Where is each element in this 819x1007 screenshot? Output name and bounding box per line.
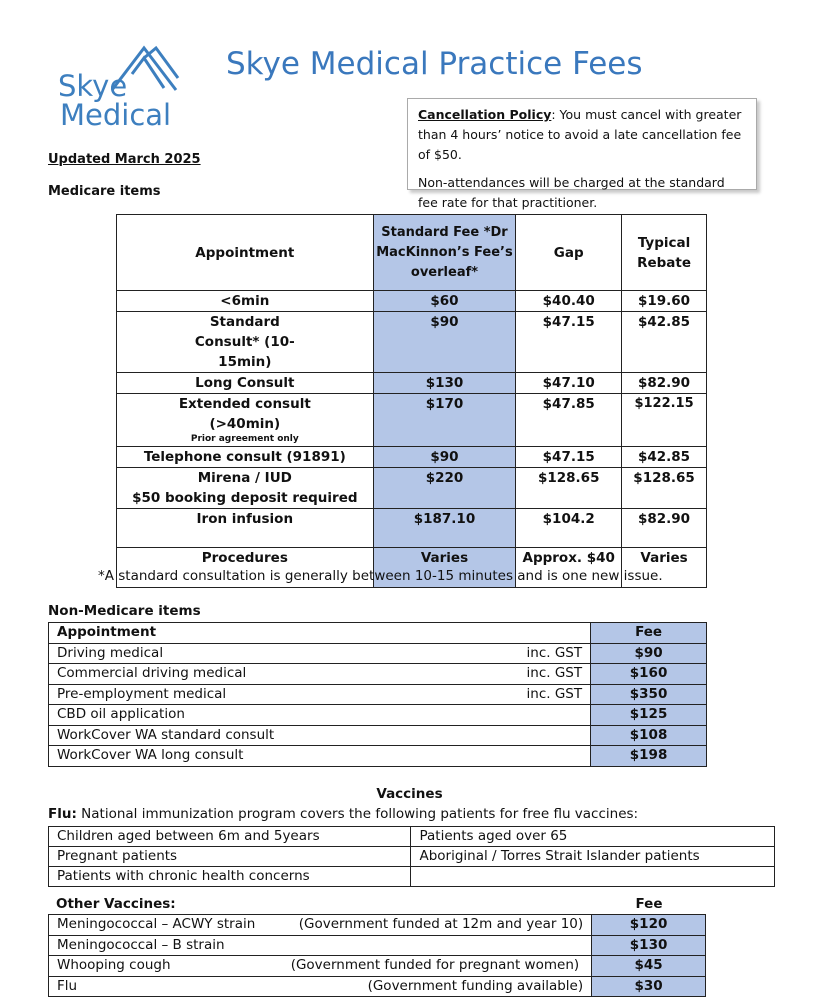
- row-note: Prior agreement only: [190, 434, 299, 444]
- col-appointment: Appointment: [49, 623, 591, 644]
- table-row: [49, 956, 706, 977]
- vaccine-name: Meningococcal – ACWY strain: [49, 915, 269, 936]
- group-cell: Pregnant patients: [49, 847, 411, 867]
- table-row: [49, 976, 706, 997]
- header-rebate: Typical Rebate: [622, 215, 707, 291]
- table-row: [49, 746, 707, 767]
- row-gap: $40.40: [516, 291, 622, 312]
- table-row: [49, 935, 706, 956]
- header-gap: Gap: [516, 215, 622, 291]
- row-fee: $125: [591, 705, 707, 726]
- row-rebate: $42.85: [622, 447, 707, 468]
- row-gst: inc. GST: [458, 643, 591, 664]
- group-cell: Aboriginal / Torres Strait Islander patients: [411, 847, 775, 867]
- medicare-footnote: *A standard consultation is generally between 10-15 minutes and is one new issue.: [98, 568, 663, 584]
- row-gap: $47.15: [516, 447, 622, 468]
- row-name-cell: [117, 468, 374, 509]
- table-header-row: [49, 623, 707, 644]
- policy-text: : You must cancel with greater than 4 hours’ notice to avoid a late cancellation fee of $50.: [418, 107, 742, 162]
- table-row: [117, 447, 707, 468]
- other-vaccines-label: Other Vaccines:: [56, 896, 176, 912]
- row-gst: inc. GST: [458, 684, 591, 705]
- non-medicare-table: [48, 622, 707, 767]
- row-name: Iron infusion: [117, 509, 374, 548]
- table-row: [117, 468, 707, 509]
- row-fee: $350: [591, 684, 707, 705]
- row-gap: $104.2: [516, 509, 622, 548]
- row-fee: $160: [591, 664, 707, 685]
- row-rebate: $82.90: [622, 373, 707, 394]
- row-name-cell: [117, 394, 374, 447]
- table-row: [49, 705, 707, 726]
- table-row: [117, 312, 707, 373]
- row-fee: $187.10: [373, 509, 516, 548]
- row-fee: $60: [373, 291, 516, 312]
- row-fee: Varies: [373, 548, 516, 588]
- vaccines-heading: Vaccines: [376, 786, 443, 802]
- vaccine-note: [268, 935, 591, 956]
- row-name: CBD oil application: [49, 705, 591, 726]
- logo-text-medical: Medical: [60, 98, 172, 132]
- row-rebate: $122.15: [622, 394, 707, 447]
- medicare-fee-table: [116, 214, 707, 588]
- group-cell: Children aged between 6m and 5years: [49, 827, 411, 847]
- flu-intro: [48, 806, 638, 822]
- vaccine-fee: $120: [592, 915, 706, 936]
- table-row: [49, 725, 707, 746]
- policy-label: Cancellation Policy: [418, 107, 552, 122]
- row-subtext: $50 booking deposit required: [132, 490, 358, 506]
- row-fee: $130: [373, 373, 516, 394]
- row-fee: $170: [373, 394, 516, 447]
- table-row: [117, 394, 707, 447]
- vaccine-fee: $30: [592, 976, 706, 997]
- row-rebate: Varies: [622, 548, 707, 588]
- medicare-heading: Medicare items: [48, 184, 161, 199]
- flu-text: National immunization program covers the following patients for free flu vaccines:: [76, 806, 639, 822]
- table-row: [117, 509, 707, 548]
- header-standard-fee: [373, 215, 516, 291]
- table-row: [49, 827, 775, 847]
- vaccine-fee: $130: [592, 935, 706, 956]
- policy-paragraph: [418, 105, 746, 165]
- vaccine-note: (Government funded at 12m and year 10): [268, 915, 591, 936]
- table-row: [49, 847, 775, 867]
- logo-text-skye: Skye: [58, 69, 128, 103]
- vaccine-name: Whooping cough: [49, 956, 269, 977]
- non-medicare-heading: Non-Medicare items: [48, 603, 201, 619]
- row-gst: inc. GST: [458, 664, 591, 685]
- row-gap: $47.10: [516, 373, 622, 394]
- row-gap: $128.65: [516, 468, 622, 509]
- row-rebate: $128.65: [622, 468, 707, 509]
- row-rebate: $82.90: [622, 509, 707, 548]
- col-fee: Fee: [591, 623, 707, 644]
- row-name: Pre-employment medical: [49, 684, 458, 705]
- table-row: [49, 867, 775, 887]
- table-row: [49, 643, 707, 664]
- flu-label: Flu:: [48, 806, 77, 822]
- row-name: WorkCover WA standard consult: [49, 725, 591, 746]
- table-row: [49, 915, 706, 936]
- row-gap: Approx. $40: [516, 548, 622, 588]
- row-name: Commercial driving medical: [49, 664, 458, 685]
- table-row: [117, 373, 707, 394]
- updated-date: Updated March 2025: [48, 152, 201, 167]
- table-row: [49, 684, 707, 705]
- row-name: WorkCover WA long consult: [49, 746, 591, 767]
- row-gap: $47.85: [516, 394, 622, 447]
- other-vaccines-fee-label: Fee: [635, 896, 663, 912]
- row-name: Telephone consult (91891): [117, 447, 374, 468]
- row-name: Procedures: [117, 548, 374, 588]
- free-flu-groups-table: [48, 826, 775, 887]
- group-cell: Patients aged over 65: [411, 827, 775, 847]
- row-fee: $198: [591, 746, 707, 767]
- vaccine-note: (Government funded for pregnant women): [268, 956, 591, 977]
- row-name: Extended consult (>40min): [178, 396, 311, 432]
- row-name: Mirena / IUD: [197, 470, 292, 486]
- row-name: Long Consult: [117, 373, 374, 394]
- row-fee: $108: [591, 725, 707, 746]
- row-name: <6min: [117, 291, 374, 312]
- row-fee: $90: [373, 447, 516, 468]
- row-fee: $220: [373, 468, 516, 509]
- other-vaccines-table: [48, 914, 706, 997]
- row-fee: $90: [373, 312, 516, 373]
- row-gap: $47.15: [516, 312, 622, 373]
- vaccine-name: Meningococcal – B strain: [49, 935, 269, 956]
- cancellation-policy-box: [407, 98, 757, 210]
- table-row: [117, 291, 707, 312]
- page-title: Skye Medical Practice Fees: [226, 46, 643, 82]
- group-cell: [411, 867, 775, 887]
- row-name: Standard Consult* (10-15min): [117, 312, 374, 373]
- vaccine-fee: $45: [592, 956, 706, 977]
- row-rebate: $19.60: [622, 291, 707, 312]
- group-cell: Patients with chronic health concerns: [49, 867, 411, 887]
- row-fee: $90: [591, 643, 707, 664]
- table-row: [49, 664, 707, 685]
- vaccine-note: (Government funding available): [268, 976, 591, 997]
- header-appointment: Appointment: [117, 215, 374, 291]
- row-rebate: $42.85: [622, 312, 707, 373]
- non-attendance-text: Non-attendances will be charged at the standard fee rate for that practitioner.: [418, 175, 725, 210]
- header-standard-fee-text: Standard Fee *Dr MacKinnon’s Fee’s overleaf*: [376, 224, 513, 280]
- row-name: Driving medical: [49, 643, 458, 664]
- logo: [58, 44, 188, 134]
- vaccine-name: Flu: [49, 976, 269, 997]
